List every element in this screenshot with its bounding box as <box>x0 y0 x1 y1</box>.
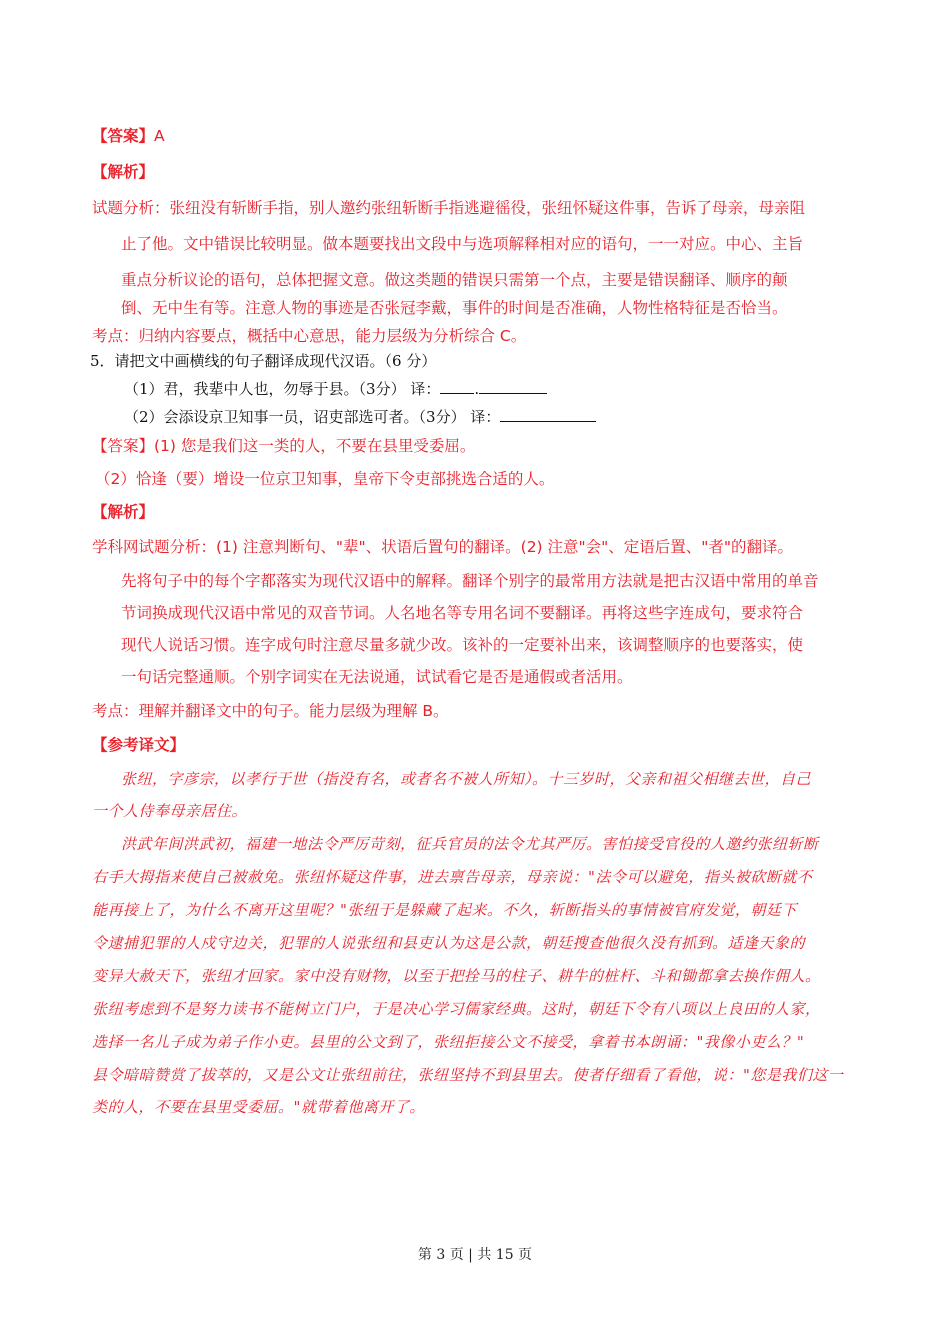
watermark <box>173 119 200 167</box>
answer-label: 【答案】 <box>92 127 155 145</box>
answer-value: A <box>154 127 165 145</box>
analysis-2-line: 现代人说话习惯。连字成句时注意尽量多就少改。该补的一定要补出来，该调整顺序的也要落实，使 <box>121 636 804 654</box>
analysis-line: 止了他。文中错误比较明显。做本题要找出文段中与选项解释相对应的语句，一一对应。中心、主旨 <box>121 235 804 253</box>
translation-line: 右手大拇指来使自己被赦免。张纽怀疑这件事，进去禀告母亲，母亲说："法令可以避免，指头被砍断就不 <box>92 868 813 886</box>
translation-line: 洪武年间洪武初，福建一地法令严厉苛刻，征兵官员的法令尤其严厉。害怕接受官役的人邀约张纽斩断 <box>121 835 819 853</box>
test-point: 考点：归纳内容要点，概括中心意思，能力层级为分析综合 C。 <box>92 327 527 345</box>
analysis-2-line: 先将句子中的每个字都落实为现代汉语中的解释。翻译个别字的最常用方法就是把古汉语中常用的单音 <box>121 572 819 590</box>
analysis-2-line: 一句话完整通顺。个别字词实在无法说通，试试看它是否是通假或者活用。 <box>121 668 633 686</box>
translation-line: 能再接上了，为什么不离开这里呢？"张纽于是躲藏了起来。不久，斩断指头的事情被官府发觉，朝廷下 <box>92 901 797 919</box>
answer-blank-1b <box>479 379 547 394</box>
question-item-2-text: （2）会添设京卫知事一员，诏吏部选可者。（3分） 译： <box>124 408 501 426</box>
translation-line: 选择一名儿子成为弟子作小吏。县里的公文到了，张纽拒接公文不接受，拿着书本朗诵："我像小吏么？" <box>92 1033 805 1051</box>
translation-label: 【参考译文】 <box>92 736 186 754</box>
question-item-1 <box>124 378 547 399</box>
analysis-line: 重点分析议论的语句，总体把握文意。做这类题的错误只需第一个点，主要是错误翻译、顺序的颠 <box>121 271 788 289</box>
answer-1 <box>92 124 165 146</box>
analysis-label: 【解析】 <box>92 163 155 181</box>
answer-blank-1a <box>440 379 474 394</box>
translation-line: 张纽，字彦宗，以孝行于世（指没有名，或者名不被人所知）。十三岁时，父亲和祖父相继去世，自己 <box>121 770 812 788</box>
page-footer: 第 3 页 | 共 15 页 <box>417 1247 533 1263</box>
question-item-2 <box>124 406 596 427</box>
question-item-1-text: （1）君，我辈中人也，勿辱于县。（3分） 译： <box>124 380 441 398</box>
test-point-2: 考点：理解并翻译文中的句子。能力层级为理解 B。 <box>92 702 449 720</box>
translation-line: 令逮捕犯罪的人戍守边关，犯罪的人说张纽和县吏认为这是公款，朝廷搜查他很久没有抓到。适逢天象的 <box>92 934 806 952</box>
answer-blank-2 <box>500 407 596 422</box>
analysis-2-label: 【解析】 <box>92 503 155 521</box>
blank-dot: . <box>474 380 480 398</box>
analysis-2-line: 节词换成现代汉语中常见的双音节词。人名地名等专用名词不要翻译。再将这些字连成句，要求符合 <box>121 604 804 622</box>
translation-line: 变异大赦天下，张纽才回家。家中没有财物，以至于把拴马的柱子、耕牛的桩杆、斗和锄都拿去换作佣人。 <box>92 967 821 985</box>
analysis-line: 倒、无中生有等。注意人物的事迹是否张冠李戴，事件的时间是否准确，人物性格特征是否恰当。 <box>121 299 788 317</box>
translation-line: 张纽考虑到不是努力读书不能树立门户，于是决心学习儒家经典。这时，朝廷下令有八项以上良田的人家， <box>92 1000 821 1018</box>
question-title: 5．请把文中画横线的句子翻译成现代汉语。（6 分） <box>90 352 437 370</box>
answer-2-line-2: （2）恰逢（要）增设一位京卫知事，皇帝下令吏部挑选合适的人。 <box>95 470 555 488</box>
answer-2-line-1: 【答案】(1) 您是我们这一类的人，不要在县里受委屈。 <box>92 437 476 455</box>
analysis-2-line: 学科网试题分析：(1) 注意判断句、"辈"、状语后置句的翻译。(2) 注意"会"、定语后置、"者"的翻译。 <box>92 538 794 556</box>
translation-line: 一个人侍奉母亲居住。 <box>92 802 248 820</box>
translation-line: 县令暗暗赞赏了拔萃的，又是公文让张纽前往，张纽坚持不到县里去。使者仔细看了看他，说："您是我们这一 <box>92 1066 844 1084</box>
translation-line: 类的人，不要在县里受委屈。"就带着他离开了。 <box>92 1098 425 1116</box>
analysis-line: 试题分析：张纽没有斩断手指，别人邀约张纽斩断手指逃避徭役，张纽怀疑这件事，告诉了母亲，母亲阻 <box>92 199 806 217</box>
